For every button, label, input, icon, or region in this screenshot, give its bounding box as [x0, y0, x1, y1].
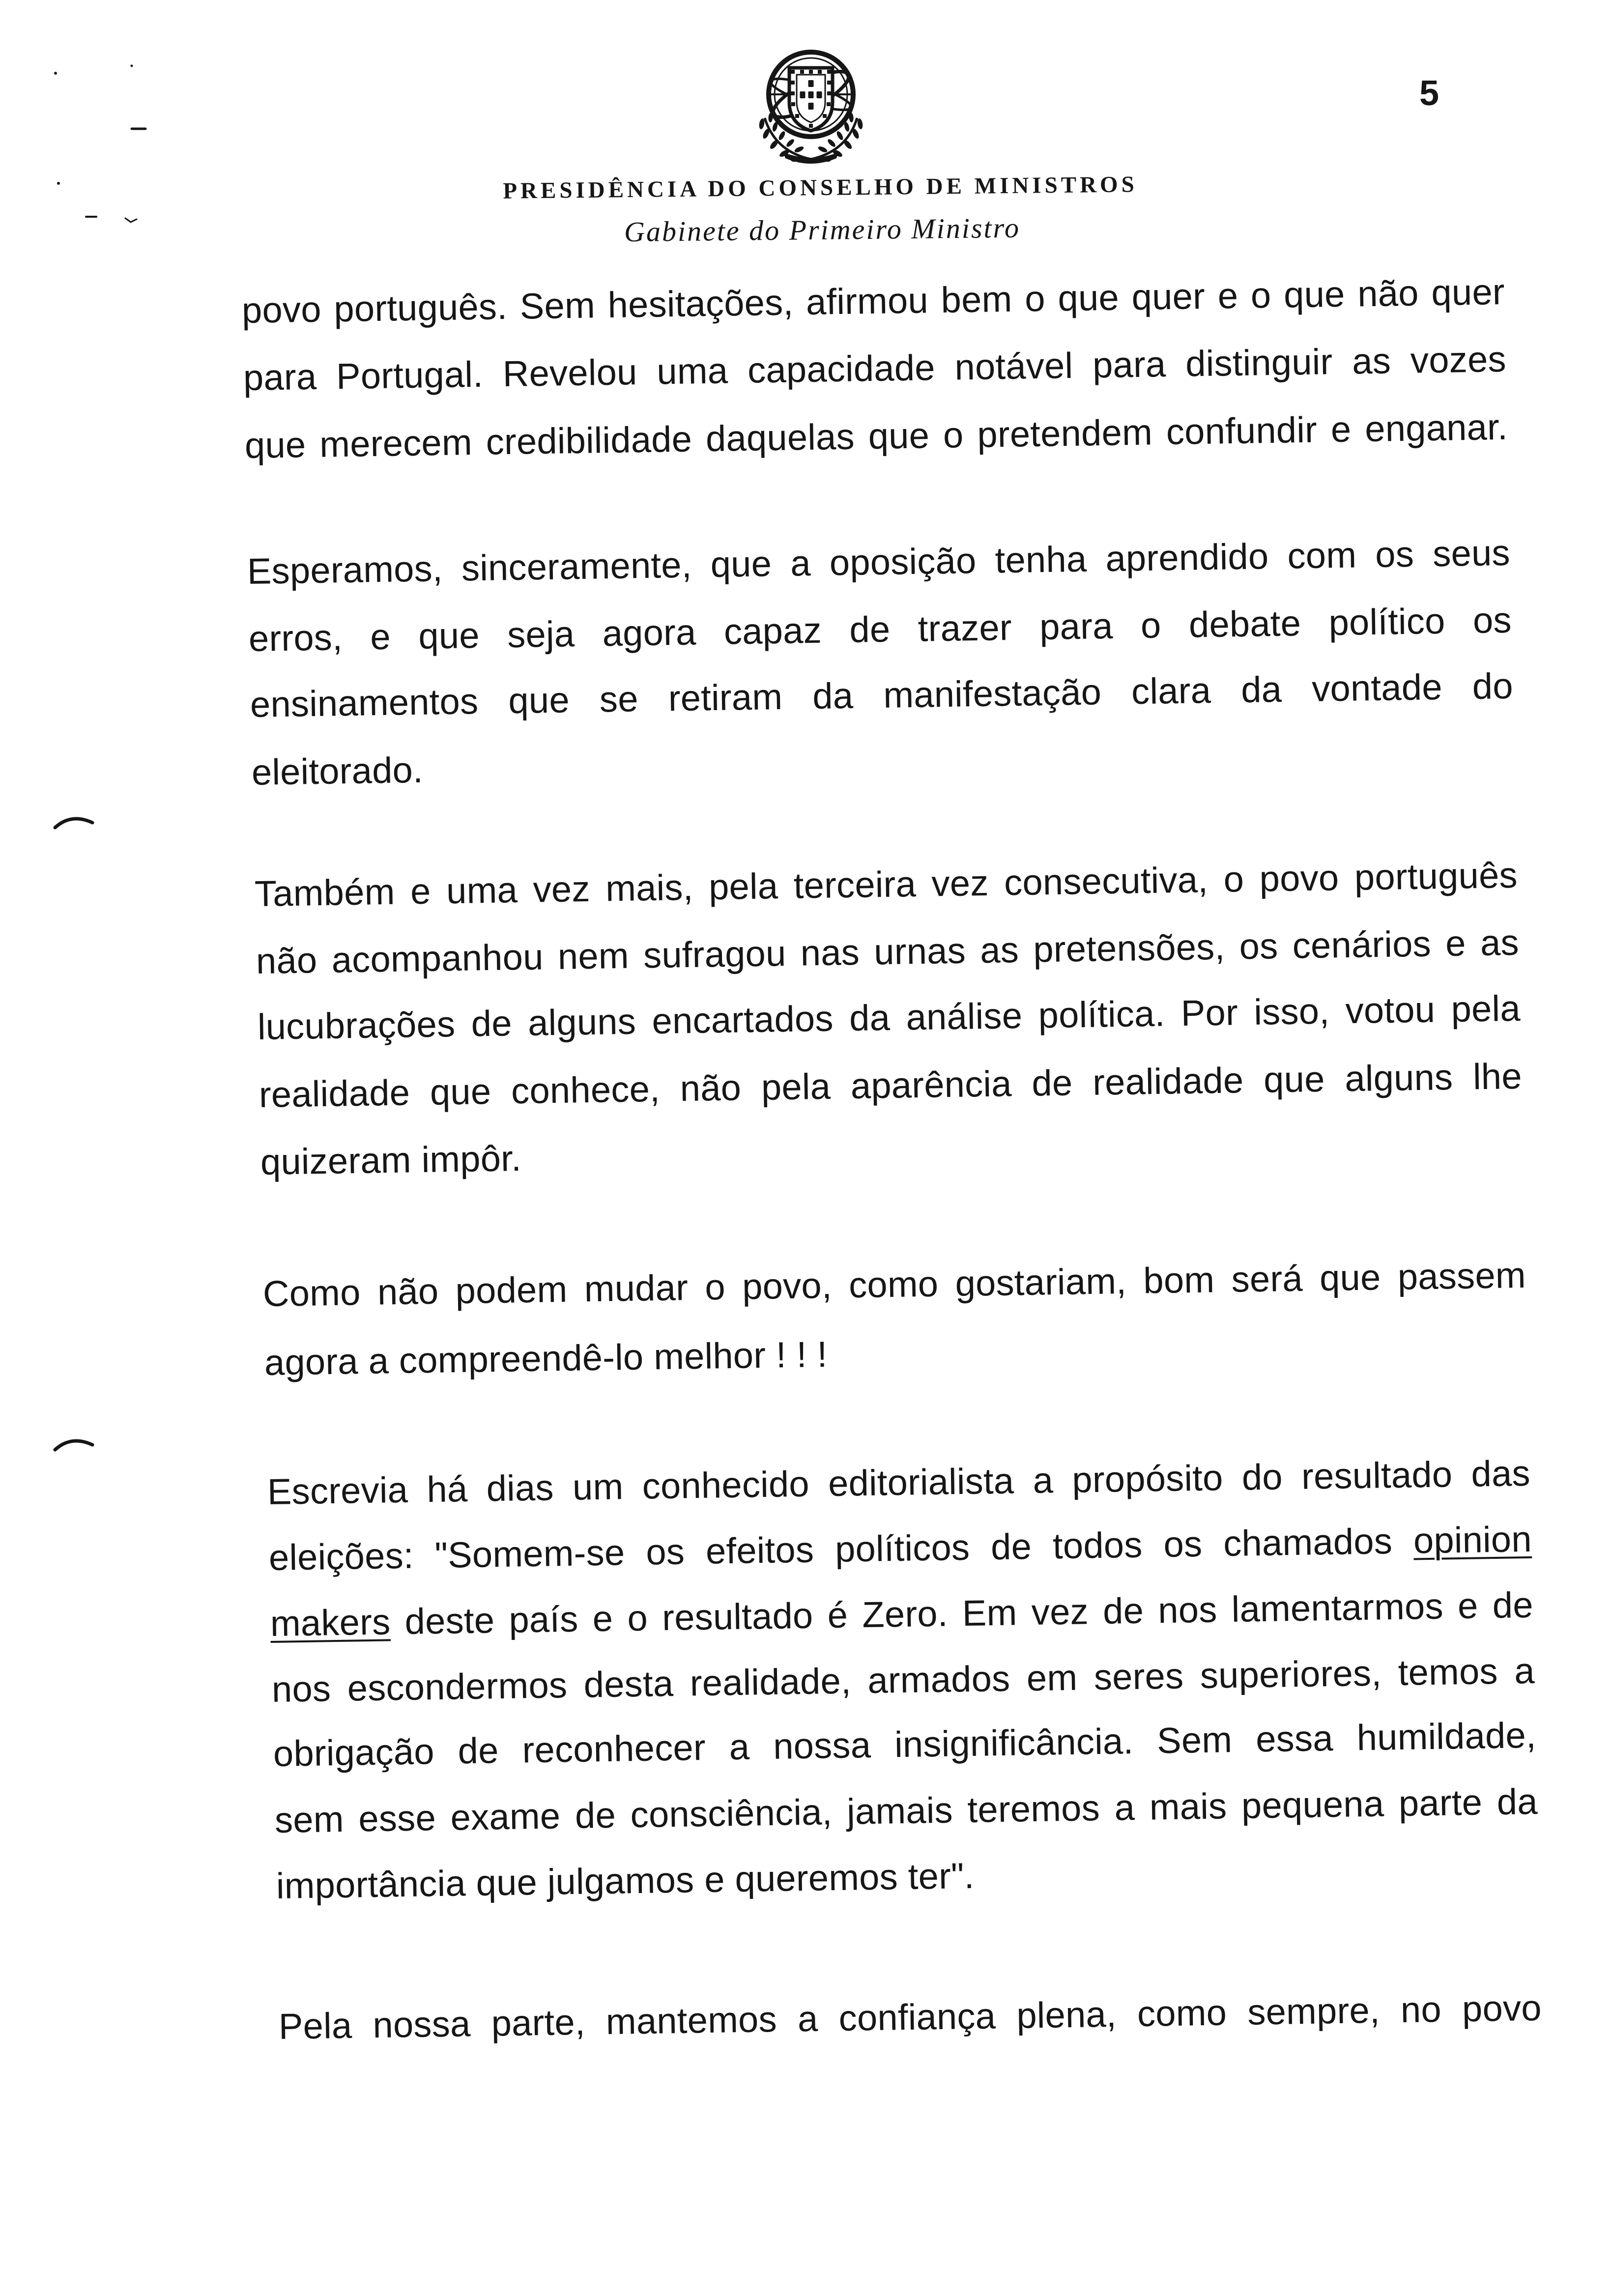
underlined-term: makers: [270, 1601, 391, 1644]
body-line: Pela nossa parte, mantemos a confiança plena, como sempre, no povo: [278, 1987, 1542, 2047]
scan-mark: [125, 218, 137, 222]
body-line: lucubrações de alguns encartados da análise política. Por isso, votou pela: [257, 987, 1521, 1047]
body-line: importância que julgamos e queremos ter".: [276, 1855, 975, 1906]
body-line: para Portugal. Revelou uma capacidade notável para distinguir as vozes: [243, 338, 1507, 398]
body-line: Esperamos, sinceramente, que a oposição tenha aprendido com os seus: [247, 532, 1511, 592]
body-line: ensinamentos que se retiram da manifestação clara da vontade do: [250, 665, 1514, 725]
body-line: obrigação de reconhecer a nossa insignificância. Sem essa humildade,: [273, 1714, 1537, 1774]
office-name: Gabinete do Primeiro Ministro: [624, 211, 1021, 248]
punch-arc-mark: [55, 819, 92, 828]
line-text: eleições: "Somem-se os efeitos políticos de todos os chamados: [268, 1521, 1393, 1578]
underlined-term: opinion: [1413, 1518, 1532, 1561]
body-line: [270, 1580, 1533, 1648]
body-line: [268, 1515, 1532, 1582]
shield: [789, 68, 833, 131]
body-line: realidade que conhece, não pela aparência de realidade que alguns lhe: [259, 1055, 1523, 1115]
body-line: quizeram impôr.: [260, 1138, 522, 1182]
coat-of-arms-icon: [748, 45, 874, 166]
punch-arc-mark: [55, 1441, 92, 1450]
scan-marks: [0, 0, 197, 1474]
body-line: não acompanhou nem sufragou nas urnas as pretensões, os cenários e as: [256, 921, 1520, 981]
body-line: Como não podem mudar o povo, como gostariam, bom será que passem: [262, 1254, 1526, 1314]
page-number: 5: [1419, 74, 1439, 113]
body-line: Escrevia há dias um conhecido editorialista a propósito do resultado das: [267, 1452, 1531, 1512]
body-line: agora a compreendê-lo melhor ! ! !: [264, 1334, 828, 1383]
scan-mark: [57, 182, 60, 185]
institution-name: PRESIDÊNCIA DO CONSELHO DE MINISTROS: [503, 172, 1138, 204]
line-text: deste país e o resultado é Zero. Em vez de nos lamentarmos e de: [404, 1584, 1534, 1642]
body-line: nos escondermos desta realidade, armados em seres superiores, temos a: [271, 1650, 1535, 1710]
body-line: Também e uma vez mais, pela terceira vez consecutiva, o povo português: [254, 854, 1518, 914]
scan-mark: [131, 65, 133, 67]
ribbon: [783, 152, 838, 164]
body-line: eleitorado.: [251, 749, 424, 793]
scan-mark: [54, 72, 57, 75]
body-line: povo português. Sem hesitações, afirmou bem o que quer e o que não quer: [241, 271, 1505, 331]
body-line: sem esse exame de consciência, jamais teremos a mais pequena parte da: [274, 1780, 1538, 1840]
body-line: erros, e que seja agora capaz de trazer para o debate político os: [248, 599, 1512, 659]
body-line: que merecem credibilidade daquelas que o pretendem confundir e enganar.: [244, 406, 1508, 466]
